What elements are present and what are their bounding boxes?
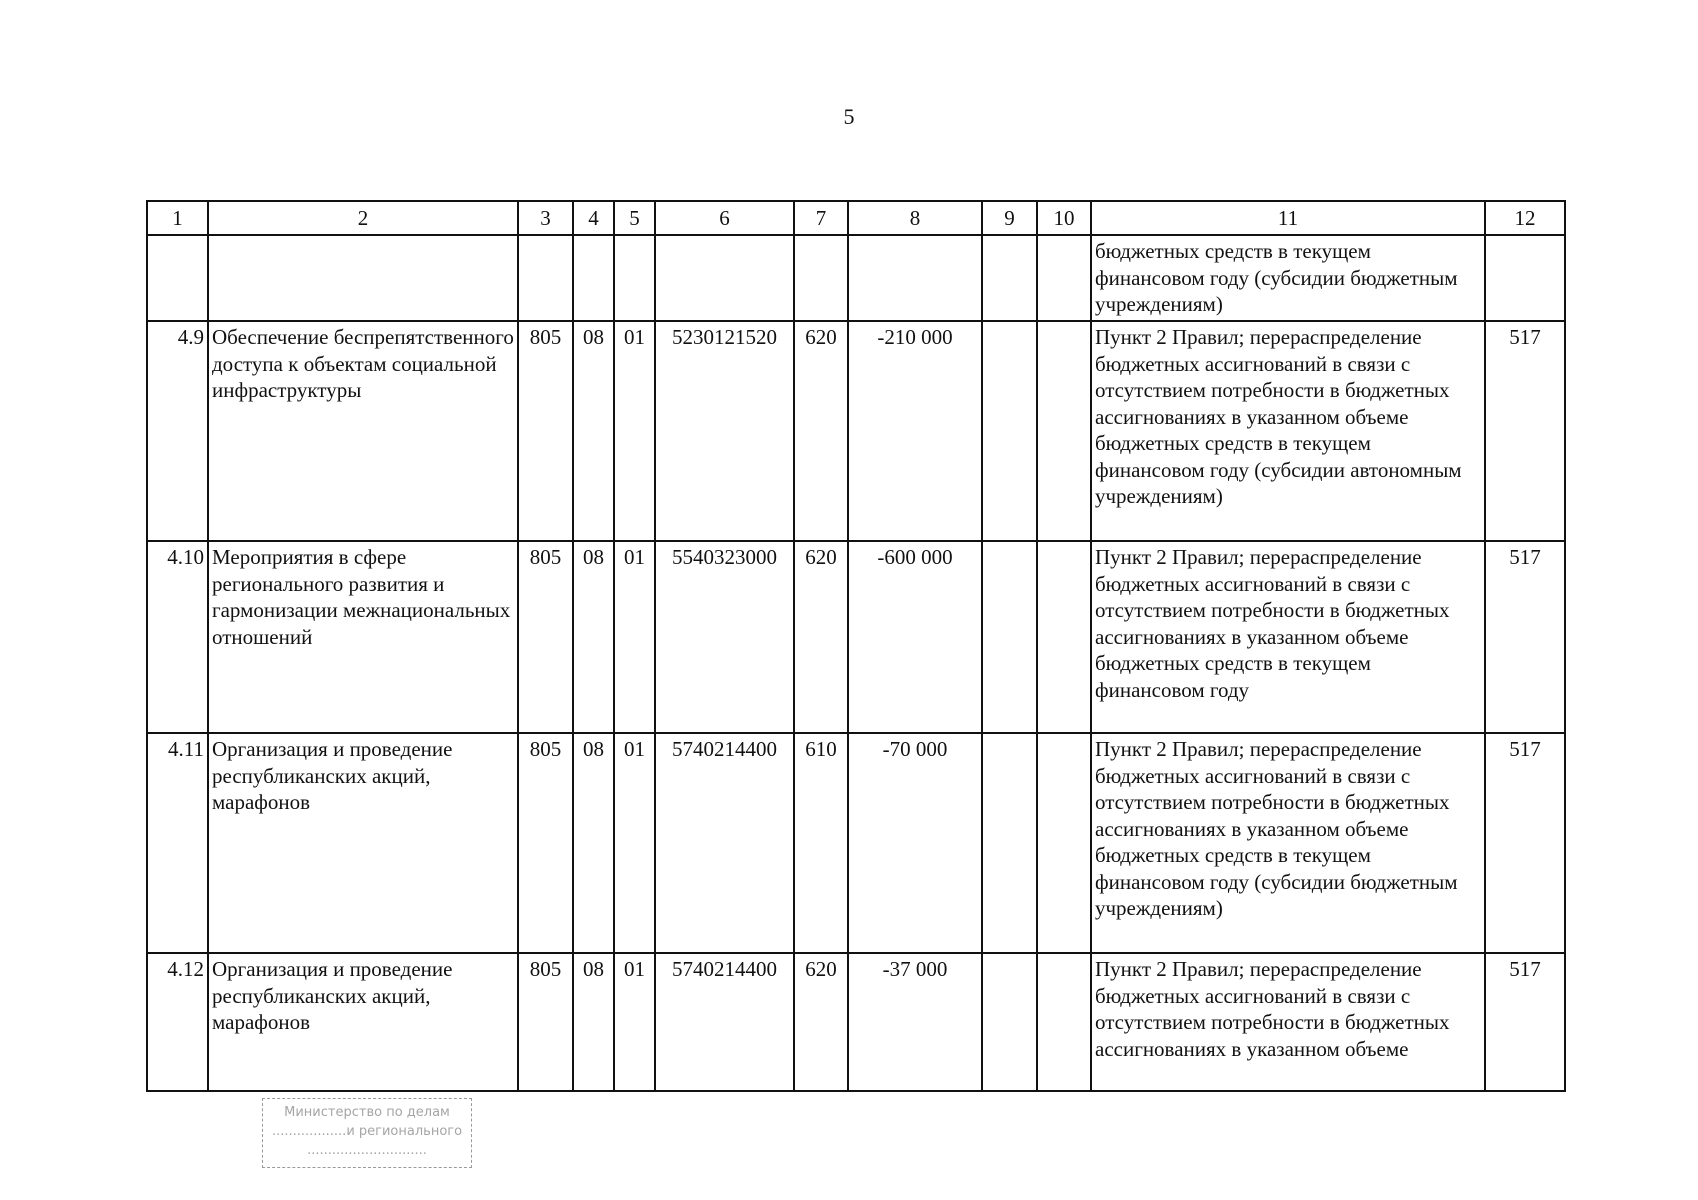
row-number: 4.11 xyxy=(147,733,208,953)
justification-cell: Пункт 2 Правил; перераспределение бюджетных ассигнований в связи с отсутствием потребности в бюджетных ассигнованиях в указанном объеме бюджетных средств в текущем финансовом году (субсидии бюджетным учреждениям) xyxy=(1091,733,1485,953)
column-header-9: 9 xyxy=(982,201,1037,235)
column-10-cell xyxy=(1037,953,1091,1091)
table-row xyxy=(147,953,1565,1091)
amount: -210 000 xyxy=(848,321,982,541)
code-column-12: 517 xyxy=(1485,953,1565,1091)
column-header-7: 7 xyxy=(794,201,848,235)
amount: -600 000 xyxy=(848,541,982,733)
amount: -37 000 xyxy=(848,953,982,1091)
code-target: 5230121520 xyxy=(655,321,794,541)
page-number: 5 xyxy=(843,104,855,129)
code-subsection: 01 xyxy=(614,953,655,1091)
item-name: Организация и проведение республиканских акций, марафонов xyxy=(208,953,518,1091)
code-column-12: 517 xyxy=(1485,733,1565,953)
code-section: 08 xyxy=(573,321,614,541)
column-header-6: 6 xyxy=(655,201,794,235)
table-row xyxy=(147,541,1565,733)
stamp-line: Министерство по делам xyxy=(284,1105,450,1120)
code-target: 5740214400 xyxy=(655,953,794,1091)
code-target: 5540323000 xyxy=(655,541,794,733)
stamp-line: ............................. xyxy=(307,1143,427,1158)
code-ministry: 805 xyxy=(518,953,573,1091)
row-number: 4.12 xyxy=(147,953,208,1091)
row-number: 4.10 xyxy=(147,541,208,733)
ministry-stamp xyxy=(262,1098,472,1168)
justification-cell: бюджетных средств в текущем финансовом году (субсидии бюджетным учреждениям) xyxy=(1091,235,1485,321)
code-expense-type: 620 xyxy=(794,541,848,733)
column-9-cell xyxy=(982,953,1037,1091)
code-section: 08 xyxy=(573,733,614,953)
justification-cell: Пункт 2 Правил; перераспределение бюджетных ассигнований в связи с отсутствием потребности в бюджетных ассигнованиях в указанном объеме бюджетных средств в текущем финансовом году (субсидии автономным учреждениям) xyxy=(1091,321,1485,541)
column-header-2: 2 xyxy=(208,201,518,235)
code-subsection: 01 xyxy=(614,321,655,541)
column-header-8: 8 xyxy=(848,201,982,235)
code-target: 5740214400 xyxy=(655,733,794,953)
column-10-cell xyxy=(1037,733,1091,953)
code-column-12: 517 xyxy=(1485,541,1565,733)
code-expense-type: 620 xyxy=(794,953,848,1091)
column-header-10: 10 xyxy=(1037,201,1091,235)
row-number: 4.9 xyxy=(147,321,208,541)
item-name: Организация и проведение республиканских акций, марафонов xyxy=(208,733,518,953)
code-section: 08 xyxy=(573,953,614,1091)
column-header-11: 11 xyxy=(1091,201,1485,235)
table-row xyxy=(147,321,1565,541)
column-header-1: 1 xyxy=(147,201,208,235)
column-10-cell xyxy=(1037,541,1091,733)
code-subsection: 01 xyxy=(614,541,655,733)
justification-cell: Пункт 2 Правил; перераспределение бюджетных ассигнований в связи с отсутствием потребности в бюджетных ассигнованиях в указанном объеме бюджетных средств в текущем финансовом году xyxy=(1091,541,1485,733)
code-ministry: 805 xyxy=(518,321,573,541)
code-ministry: 805 xyxy=(518,541,573,733)
amount: -70 000 xyxy=(848,733,982,953)
header-row xyxy=(147,201,1565,235)
code-expense-type: 610 xyxy=(794,733,848,953)
item-name: Мероприятия в сфере регионального развития и гармонизации межнациональных отношений xyxy=(208,541,518,733)
code-expense-type: 620 xyxy=(794,321,848,541)
column-9-cell xyxy=(982,733,1037,953)
code-section: 08 xyxy=(573,541,614,733)
justification-cell: Пункт 2 Правил; перераспределение бюджетных ассигнований в связи с отсутствием потребности в бюджетных ассигнованиях в указанном объеме xyxy=(1091,953,1485,1091)
table-row xyxy=(147,733,1565,953)
stamp-line: ..................и регионального xyxy=(271,1124,463,1139)
column-10-cell xyxy=(1037,321,1091,541)
column-header-4: 4 xyxy=(573,201,614,235)
column-header-3: 3 xyxy=(518,201,573,235)
item-name: Обеспечение беспрепятственного доступа к объектам социальной инфраструктуры xyxy=(208,321,518,541)
column-header-12: 12 xyxy=(1485,201,1565,235)
code-column-12: 517 xyxy=(1485,321,1565,541)
column-9-cell xyxy=(982,321,1037,541)
budget-table xyxy=(146,200,1566,1092)
column-9-cell xyxy=(982,541,1037,733)
column-header-5: 5 xyxy=(614,201,655,235)
continuation-row xyxy=(147,235,1565,321)
code-subsection: 01 xyxy=(614,733,655,953)
code-ministry: 805 xyxy=(518,733,573,953)
